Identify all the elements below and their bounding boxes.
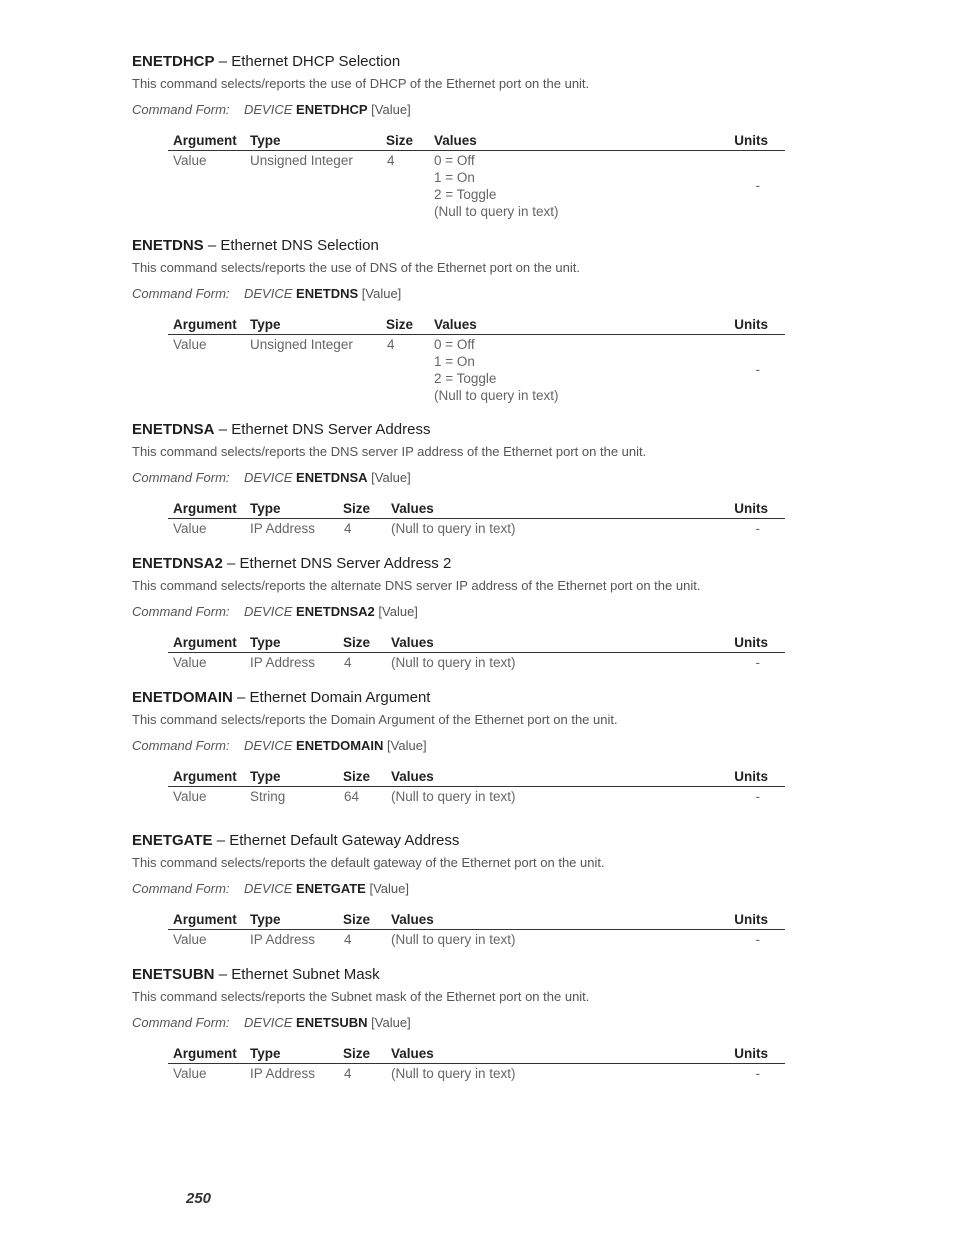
header-units: Units xyxy=(734,1046,768,1061)
header-size: Size xyxy=(343,769,371,784)
cell-units: - xyxy=(755,362,760,377)
value-line: 0 = Off xyxy=(434,153,475,168)
cell-argument: Value xyxy=(173,789,207,804)
header-argument: Argument xyxy=(173,912,237,927)
command-form-label: Command Form: xyxy=(132,1015,230,1030)
command-title xyxy=(132,966,380,983)
command-title-text: – Ethernet DHCP Selection xyxy=(218,53,401,70)
command-name: ENETDHCP xyxy=(132,53,215,70)
command-form-label: Command Form: xyxy=(132,470,230,485)
table-header xyxy=(168,317,785,335)
command-form-label: Command Form: xyxy=(132,881,230,896)
command-form-name: ENETDOMAIN xyxy=(296,738,384,753)
cell-type: String xyxy=(250,789,286,804)
command-form xyxy=(132,1015,411,1030)
command-name: ENETDNS xyxy=(132,237,204,254)
header-values: Values xyxy=(434,133,477,148)
cell-size: 64 xyxy=(344,789,360,804)
command-description: This command selects/reports the Domain Argument of the Ethernet port on the unit. xyxy=(132,712,618,727)
command-form-param: [Value] xyxy=(378,604,418,619)
header-size: Size xyxy=(343,912,371,927)
command-form-device: DEVICE xyxy=(244,604,293,619)
command-form-device: DEVICE xyxy=(244,1015,293,1030)
command-form-param: [Value] xyxy=(371,470,411,485)
table-header xyxy=(168,133,785,151)
command-form-label: Command Form: xyxy=(132,604,230,619)
header-type: Type xyxy=(250,912,281,927)
table-header xyxy=(168,501,785,519)
command-form-param: [Value] xyxy=(361,286,402,301)
cell-values xyxy=(391,654,516,671)
command-title xyxy=(132,555,451,572)
cell-size: 4 xyxy=(387,153,395,168)
command-form xyxy=(132,102,411,117)
table-header xyxy=(168,635,785,653)
value-line: (Null to query in text) xyxy=(434,204,559,219)
command-description: This command selects/reports the DNS server IP address of the Ethernet port on the unit. xyxy=(132,444,647,459)
cell-argument: Value xyxy=(173,521,207,536)
command-form-name: ENETDNS xyxy=(296,286,359,301)
header-type: Type xyxy=(250,1046,281,1061)
command-name: ENETSUBN xyxy=(132,966,215,983)
command-title xyxy=(132,237,379,254)
header-units: Units xyxy=(734,769,768,784)
command-form-param: [Value] xyxy=(371,1015,411,1030)
command-description: This command selects/reports the use of DHCP of the Ethernet port on the unit. xyxy=(132,76,590,91)
argument-table xyxy=(168,769,785,808)
header-units: Units xyxy=(734,317,768,332)
command-form-device: DEVICE xyxy=(244,102,293,117)
command-title xyxy=(132,53,400,70)
command-form-name: ENETDHCP xyxy=(296,102,368,117)
command-title xyxy=(132,421,430,438)
command-form-param: [Value] xyxy=(387,738,427,753)
cell-units: - xyxy=(755,789,760,804)
header-units: Units xyxy=(734,133,768,148)
cell-argument: Value xyxy=(173,337,207,352)
header-size: Size xyxy=(343,501,371,516)
header-size: Size xyxy=(343,1046,371,1061)
cell-units: - xyxy=(755,655,760,670)
header-argument: Argument xyxy=(173,769,237,784)
cell-type: IP Address xyxy=(250,521,316,536)
command-form-device: DEVICE xyxy=(244,881,293,896)
table-row xyxy=(168,335,785,407)
header-size: Size xyxy=(386,133,414,148)
command-title-text: – Ethernet Subnet Mask xyxy=(218,966,380,983)
table-row xyxy=(168,1064,785,1085)
cell-argument: Value xyxy=(173,153,207,168)
header-values: Values xyxy=(434,317,477,332)
value-line: (Null to query in text) xyxy=(434,388,559,403)
cell-values xyxy=(391,788,516,805)
cell-argument: Value xyxy=(173,1066,207,1081)
command-title-text: – Ethernet DNS Selection xyxy=(207,237,379,254)
header-argument: Argument xyxy=(173,317,237,332)
command-title xyxy=(132,689,430,706)
cell-type: IP Address xyxy=(250,655,316,670)
cell-units: - xyxy=(755,178,760,193)
table-row xyxy=(168,519,785,540)
value-line: (Null to query in text) xyxy=(391,1066,516,1081)
cell-type: Unsigned Integer xyxy=(250,337,353,352)
argument-table xyxy=(168,912,785,951)
cell-type: IP Address xyxy=(250,1066,316,1081)
header-type: Type xyxy=(250,317,281,332)
command-form-name: ENETDNSA2 xyxy=(296,604,375,619)
command-form-label: Command Form: xyxy=(132,102,230,117)
cell-size: 4 xyxy=(344,521,352,536)
cell-size: 4 xyxy=(344,1066,352,1081)
value-line: 1 = On xyxy=(434,170,475,185)
header-size: Size xyxy=(386,317,414,332)
command-form-label: Command Form: xyxy=(132,286,230,301)
command-form xyxy=(132,738,427,753)
command-name: ENETDOMAIN xyxy=(132,689,233,706)
command-description: This command selects/reports the use of DNS of the Ethernet port on the unit. xyxy=(132,260,581,275)
cell-values xyxy=(391,520,516,537)
header-values: Values xyxy=(391,769,434,784)
header-type: Type xyxy=(250,635,281,650)
command-name: ENETDNSA xyxy=(132,421,215,438)
value-line: (Null to query in text) xyxy=(391,932,516,947)
header-argument: Argument xyxy=(173,133,237,148)
header-type: Type xyxy=(250,133,281,148)
header-values: Values xyxy=(391,501,434,516)
argument-table xyxy=(168,501,785,540)
command-description: This command selects/reports the alternate DNS server IP address of the Ethernet port on the unit. xyxy=(132,578,701,593)
argument-table xyxy=(168,635,785,674)
cell-size: 4 xyxy=(344,655,352,670)
cell-units: - xyxy=(755,1066,760,1081)
command-title xyxy=(132,832,459,849)
command-name: ENETDNSA2 xyxy=(132,555,223,572)
cell-values xyxy=(391,931,516,948)
command-form-param: [Value] xyxy=(369,881,409,896)
value-line: 2 = Toggle xyxy=(434,187,497,202)
header-size: Size xyxy=(343,635,371,650)
command-title-text: – Ethernet Default Gateway Address xyxy=(216,832,460,849)
cell-size: 4 xyxy=(387,337,395,352)
header-argument: Argument xyxy=(173,501,237,516)
argument-table xyxy=(168,133,785,223)
cell-size: 4 xyxy=(344,932,352,947)
command-form-name: ENETGATE xyxy=(296,881,366,896)
header-units: Units xyxy=(734,912,768,927)
cell-values xyxy=(434,336,559,404)
cell-units: - xyxy=(755,932,760,947)
command-name: ENETGATE xyxy=(132,832,213,849)
value-line: 1 = On xyxy=(434,354,475,369)
command-title-text: – Ethernet DNS Server Address 2 xyxy=(227,555,452,572)
command-form-device: DEVICE xyxy=(244,470,293,485)
cell-values xyxy=(434,152,559,220)
table-header xyxy=(168,1046,785,1064)
argument-table xyxy=(168,317,785,407)
table-row xyxy=(168,653,785,674)
cell-type: Unsigned Integer xyxy=(250,153,353,168)
command-form-name: ENETDNSA xyxy=(296,470,368,485)
header-values: Values xyxy=(391,912,434,927)
header-units: Units xyxy=(734,635,768,650)
table-row xyxy=(168,151,785,223)
cell-units: - xyxy=(755,521,760,536)
table-header xyxy=(168,769,785,787)
command-form xyxy=(132,470,411,485)
command-description: This command selects/reports the Subnet mask of the Ethernet port on the unit. xyxy=(132,989,590,1004)
cell-type: IP Address xyxy=(250,932,316,947)
value-line: 0 = Off xyxy=(434,337,475,352)
table-row xyxy=(168,930,785,951)
page-number: 250 xyxy=(186,1190,212,1207)
command-form-device: DEVICE xyxy=(244,286,293,301)
header-argument: Argument xyxy=(173,1046,237,1061)
value-line: (Null to query in text) xyxy=(391,521,516,536)
table-header xyxy=(168,912,785,930)
command-form-label: Command Form: xyxy=(132,738,230,753)
value-line: (Null to query in text) xyxy=(391,655,516,670)
argument-table xyxy=(168,1046,785,1085)
command-form xyxy=(132,286,401,301)
command-form-device: DEVICE xyxy=(244,738,293,753)
value-line: 2 = Toggle xyxy=(434,371,497,386)
cell-values xyxy=(391,1065,516,1082)
header-type: Type xyxy=(250,501,281,516)
command-title-text: – Ethernet Domain Argument xyxy=(237,689,431,706)
command-form-name: ENETSUBN xyxy=(296,1015,368,1030)
value-line: (Null to query in text) xyxy=(391,789,516,804)
cell-argument: Value xyxy=(173,932,207,947)
header-values: Values xyxy=(391,635,434,650)
header-values: Values xyxy=(391,1046,434,1061)
table-row xyxy=(168,787,785,808)
header-units: Units xyxy=(734,501,768,516)
command-form xyxy=(132,881,409,896)
command-description: This command selects/reports the default gateway of the Ethernet port on the unit. xyxy=(132,855,605,870)
header-argument: Argument xyxy=(173,635,237,650)
command-form-param: [Value] xyxy=(371,102,411,117)
command-form xyxy=(132,604,418,619)
command-title-text: – Ethernet DNS Server Address xyxy=(218,421,431,438)
header-type: Type xyxy=(250,769,281,784)
cell-argument: Value xyxy=(173,655,207,670)
